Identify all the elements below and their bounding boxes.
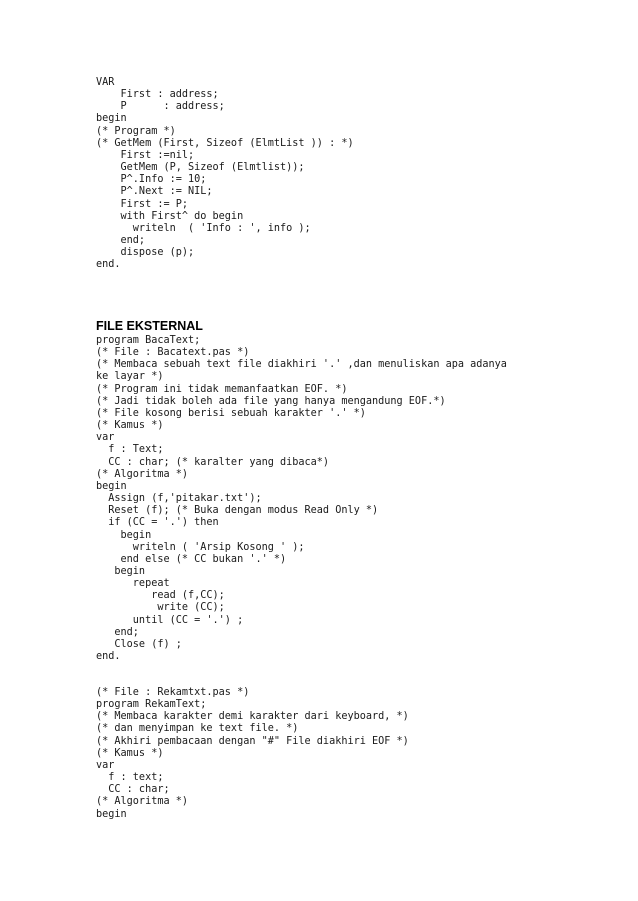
code-line: First :=nil; — [96, 149, 195, 161]
code-line: (* Algoritma *) — [96, 468, 189, 480]
code-line: program BacaText; — [96, 335, 201, 346]
code-line: end; — [96, 235, 146, 247]
code-line: write (CC); — [96, 602, 225, 614]
code-line: CC : char; (* karalter yang dibaca*) — [96, 456, 330, 468]
code-line: ke layar *) — [96, 371, 164, 383]
code-line: P : address; — [96, 101, 225, 113]
code-block-pointer-example — [96, 77, 354, 272]
code-line: begin — [96, 113, 127, 125]
code-line: (* Jadi tidak boleh ada file yang hanya mengandung EOF.*) — [96, 395, 446, 407]
section-heading: FILE EKSTERNAL — [96, 319, 203, 333]
code-line: Assign (f,'pitakar.txt'); — [96, 493, 262, 505]
code-line: begin — [96, 808, 127, 820]
code-line: end. — [96, 651, 121, 663]
code-line: (* Akhiri pembacaan dengan "#" File diakhiri EOF *) — [96, 735, 409, 747]
code-line: begin — [96, 529, 152, 541]
code-line: end; — [96, 626, 139, 638]
code-block-bacatext — [96, 335, 507, 663]
code-line: P^.Info := 10; — [96, 174, 207, 186]
code-line: Close (f) ; — [96, 638, 182, 650]
code-line: GetMem (P, Sizeof (Elmtlist)); — [96, 162, 305, 174]
code-line: (* File : Rekamtxt.pas *) — [96, 687, 250, 698]
code-line: var — [96, 432, 115, 444]
code-block-rekamtext — [96, 687, 409, 821]
code-line: VAR — [96, 77, 115, 88]
code-line: (* Kamus *) — [96, 420, 164, 432]
code-line: dispose (p); — [96, 247, 195, 259]
code-line: CC : char; — [96, 784, 170, 796]
code-line: if (CC = '.') then — [96, 517, 219, 529]
code-line: (* Algoritma *) — [96, 796, 189, 808]
code-line: repeat — [96, 578, 170, 590]
code-line: First := P; — [96, 198, 189, 210]
code-line: f : text; — [96, 772, 164, 784]
code-line: (* Membaca sebuah text file diakhiri '.' ,dan menuliskan apa adanya — [96, 359, 507, 371]
code-line: (* File : Bacatext.pas *) — [96, 347, 250, 359]
code-line: (* GetMem (First, Sizeof (ElmtList )) : *) — [96, 137, 354, 149]
code-line: program RekamText; — [96, 699, 207, 711]
code-line: P^.Next := NIL; — [96, 186, 213, 198]
code-line: end else (* CC bukan '.' *) — [96, 553, 287, 565]
code-line: (* File kosong berisi sebuah karakter '.' *) — [96, 407, 366, 419]
code-line: (* Kamus *) — [96, 747, 164, 759]
code-line: begin — [96, 565, 146, 577]
code-line: var — [96, 759, 115, 771]
code-line: writeln ( 'Info : ', info ); — [96, 222, 311, 234]
code-line: end. — [96, 259, 121, 271]
code-line: read (f,CC); — [96, 590, 225, 602]
code-line: begin — [96, 480, 127, 492]
code-line: with First^ do begin — [96, 210, 244, 222]
code-line: (* Program ini tidak memanfaatkan EOF. *) — [96, 383, 348, 395]
code-line: First : address; — [96, 89, 219, 101]
code-line: (* dan menyimpan ke text file. *) — [96, 723, 299, 735]
code-line: writeln ( 'Arsip Kosong ' ); — [96, 541, 305, 553]
code-line: until (CC = '.') ; — [96, 614, 244, 626]
code-line: (* Membaca karakter demi karakter dari keyboard, *) — [96, 711, 409, 723]
code-line: Reset (f); (* Buka dengan modus Read Only *) — [96, 505, 379, 517]
code-line: f : Text; — [96, 444, 164, 456]
code-line: (* Program *) — [96, 125, 176, 137]
